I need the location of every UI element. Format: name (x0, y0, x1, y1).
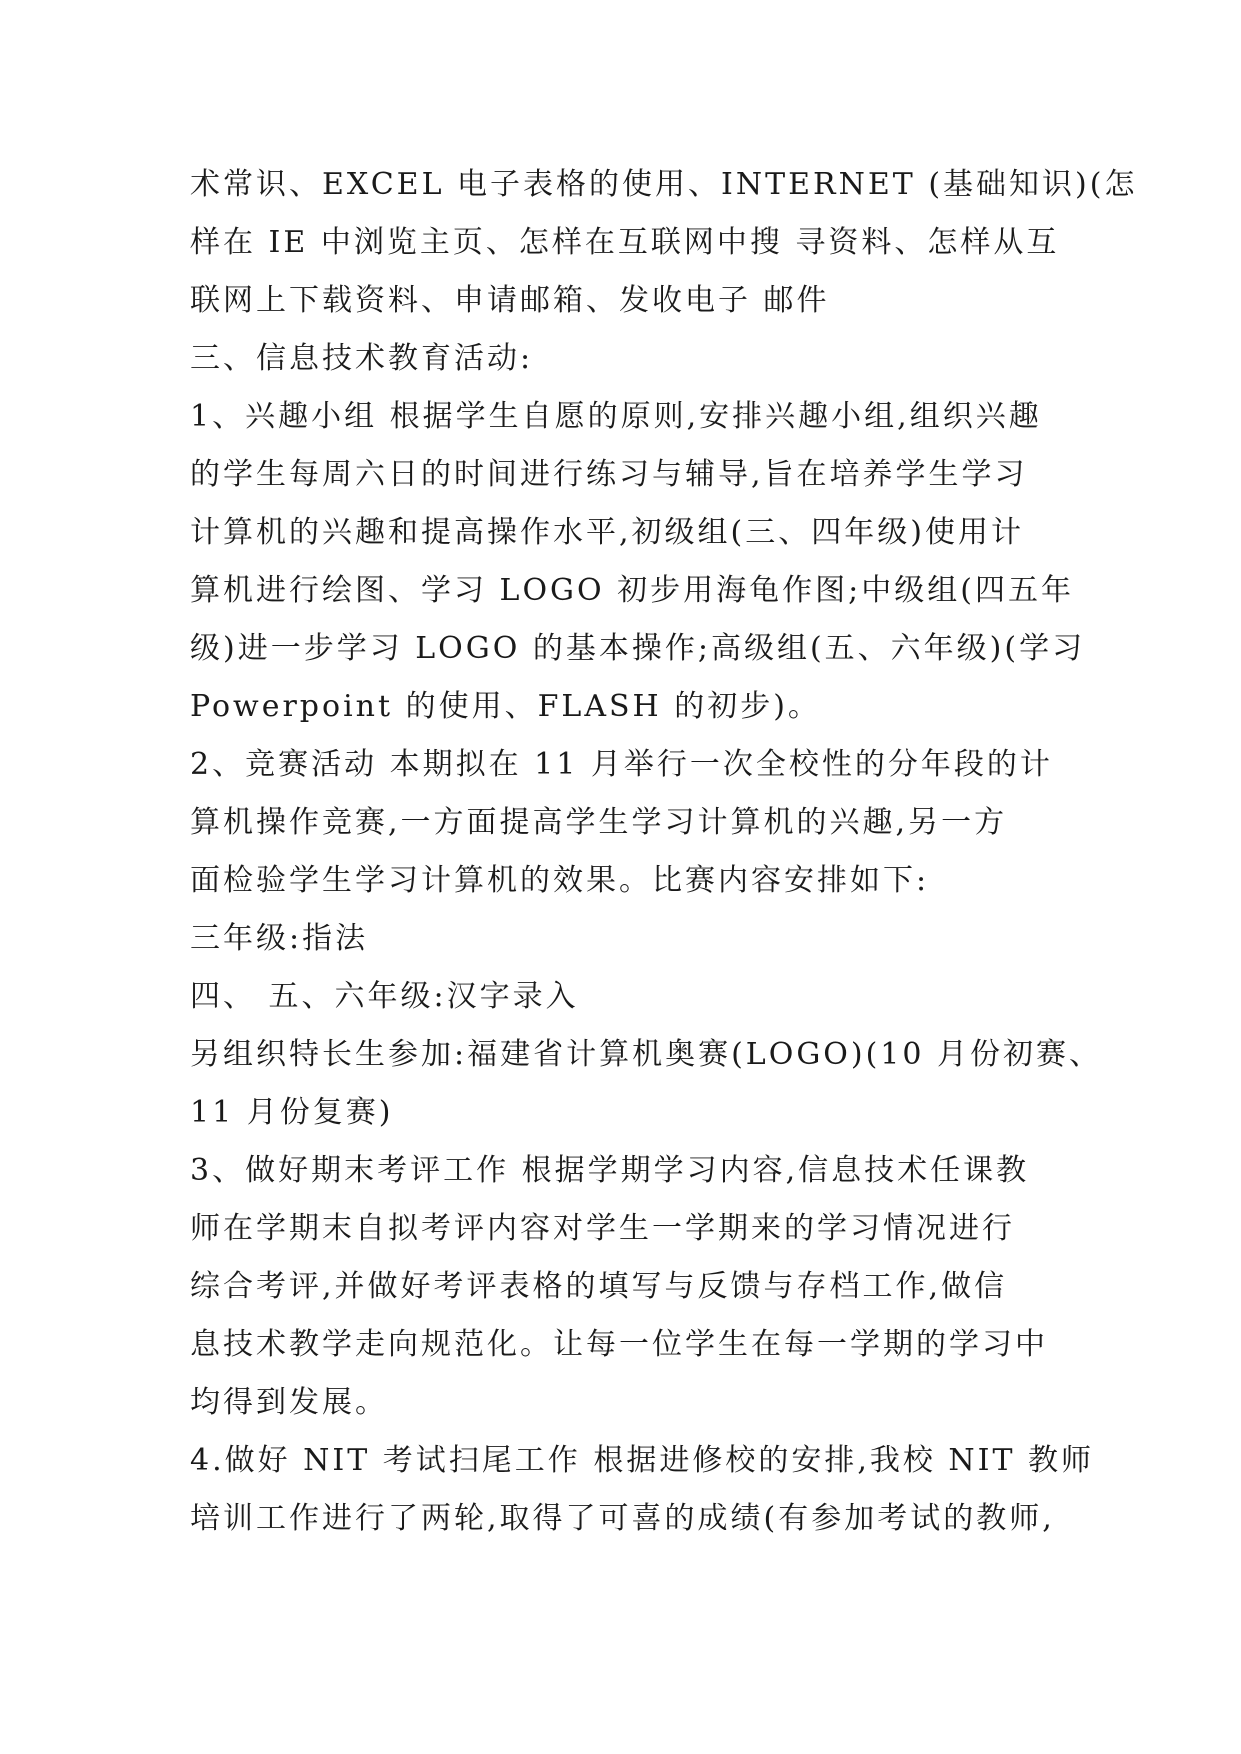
text-line: Powerpoint 的使用、FLASH 的初步)。 (190, 689, 821, 724)
text-line: 面检验学生学习计算机的效果。比赛内容安排如下: (190, 863, 930, 898)
text-line: 综合考评,并做好考评表格的填写与反馈与存档工作,做信 (190, 1269, 1008, 1304)
text-line: 11 月份复赛) (190, 1095, 394, 1130)
text-line: 三年级:指法 (190, 921, 369, 956)
text-line: 均得到发展。 (190, 1385, 388, 1420)
text-line: 四、 五、六年级:汉字录入 (190, 979, 579, 1014)
text-line: 息技术教学走向规范化。让每一位学生在每一学期的学习中 (190, 1327, 1048, 1362)
text-line: 算机操作竞赛,一方面提高学生学习计算机的兴趣,另一方 (190, 805, 1008, 840)
text-line: 术常识、EXCEL 电子表格的使用、INTERNET (基础知识)(怎 (190, 167, 1138, 202)
text-line: 3、做好期末考评工作 根据学期学习内容,信息技术任课教 (190, 1153, 1030, 1188)
text-line: 计算机的兴趣和提高操作水平,初级组(三、四年级)使用计 (190, 515, 1024, 550)
text-line: 联网上下载资料、申请邮箱、发收电子 邮件 (190, 283, 830, 318)
text-line: 1、兴趣小组 根据学生自愿的原则,安排兴趣小组,组织兴趣 (190, 399, 1042, 434)
text-line: 的学生每周六日的时间进行练习与辅导,旨在培养学生学习 (190, 457, 1028, 492)
text-line: 2、竞赛活动 本期拟在 11 月举行一次全校性的分年段的计 (190, 747, 1053, 782)
text-line: 另组织特长生参加:福建省计算机奥赛(LOGO)(10 月份初赛、 (190, 1037, 1103, 1072)
body-text (190, 156, 1138, 1548)
text-line: 算机进行绘图、学习 LOGO 初步用海龟作图;中级组(四五年 (190, 573, 1074, 608)
text-line: 4.做好 NIT 考试扫尾工作 根据进修校的安排,我校 NIT 教师 (190, 1443, 1095, 1478)
text-line: 师在学期末自拟考评内容对学生一学期来的学习情况进行 (190, 1211, 1015, 1246)
section-heading: 三、信息技术教育活动: (190, 341, 534, 376)
text-line: 培训工作进行了两轮,取得了可喜的成绩(有参加考试的教师, (190, 1501, 1055, 1536)
text-line: 级)进一步学习 LOGO 的基本操作;高级组(五、六年级)(学习 (190, 631, 1086, 666)
text-line: 样在 IE 中浏览主页、怎样在互联网中搜 寻资料、怎样从互 (190, 225, 1060, 260)
